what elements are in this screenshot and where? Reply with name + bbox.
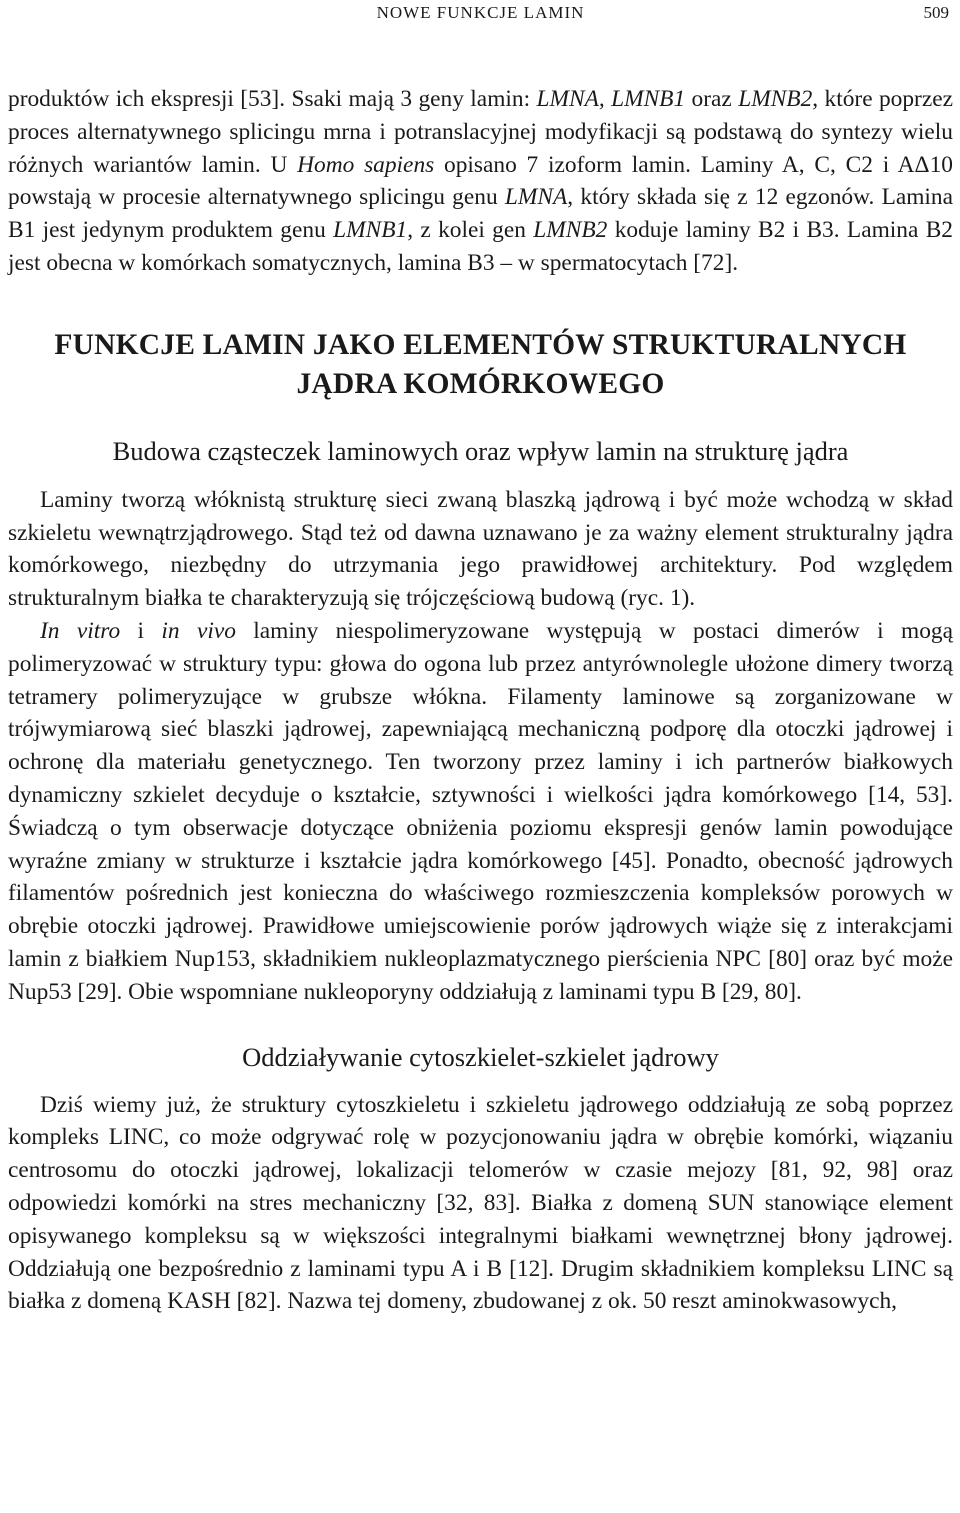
body-paragraph: In vitro i in vivo laminy niespolimeryzowane występują w postaci dimerów i mogą polimeryzować w struktury typu: głowa do ogona lub przez antyrównolegle ułożone dimery tworzą tetramery polimeryzujące w grubsze włókna. Filamenty laminowe są zorganizowane w trójwymiarową sieć blaszki jądrowej, zapewniającą mechaniczną podporę dla otoczki jądrowej i ochronę dla materiału genetycznego. Ten tworzony przez laminy i ich partnerów białkowych dynamiczny szkielet decyduje o kształcie, sztywności i wielkości jądra komórkowego [14, 53]. Świadczą o tym obserwacje dotyczące obniżenia poziomu ekspresji genów lamin powodujące wyraźne zmiany w strukturze i kształcie jądra komórkowego [45]. Ponadto, obecność jądrowych filamentów pośrednich jest konieczna do właściwego rozmieszczenia kompleksów porowych w obrębie otoczki jądrowej. Prawidłowe umiejscowienie porów jądrowych wiąże się z interakcjami lamin z białkiem Nup153, składnikiem nukleoplazmatycznego pierścienia NPC [80] oraz być może Nup53 [29]. Obie wspomniane nukleoporyny oddziałują z laminami typu B [29, 80]. [8,617,953,1005]
section-heading-line: FUNKCJE LAMIN JAKO ELEMENTÓW STRUKTURALNYCH [54,328,907,361]
italic-term: In vitro [40,617,121,644]
section-heading [8,326,953,404]
italic-term: LMNA [504,184,568,211]
body-paragraph: Laminy tworzą włóknistą strukturę sieci zwaną blaszką jądrową i być może wchodzą w skład szkieletu wewnątrzjądrowego. Stąd też od dawna uznawano je za ważny element strukturalny jądra komórkowego, niezbędny do utrzymania jego prawidłowej architektury. Pod względem strukturalnym białka te charakteryzują się trójczęściową budową (ryc. 1). [8,486,953,612]
italic-term: in vivo [161,617,236,644]
body-paragraph: produktów ich ekspresji [53]. Ssaki mają 3 geny lamin: LMNA, LMNB1 oraz LMNB2, które poprzez proces alternatywnego splicingu mrna i potranslacyjnej modyfikacji są podstawą do syntezy wielu różnych wariantów lamin. U Homo sapiens opisano 7 izoform lamin. Laminy A, C, C2 i AΔ10 powstają w procesie alternatywnego splicingu genu LMNA, który składa się z 12 egzonów. Lamina B1 jest jedynym produktem genu LMNB1, z kolei gen LMNB2 koduje laminy B2 i B3. Lamina B2 jest obecna w komórkach somatycznych, lamina B3 – w spermatocytach [72]. [8,86,954,276]
italic-term: Homo sapiens [297,151,435,178]
running-header [8,0,953,40]
subsection-heading: Oddziaływanie cytoszkielet-szkielet jądrowy [242,1041,719,1072]
italic-term: LMNB2 [533,217,608,244]
italic-term: LMNB2 [738,86,813,112]
italic-term: LMNA, LMNB1 [536,86,686,112]
running-title: NOWE FUNKCJE LAMIN [376,3,585,22]
subsection-heading: Budowa cząsteczek laminowych oraz wpływ lamin na strukturę jądra [112,435,849,466]
italic-term: LMNB1 [333,217,408,244]
body-paragraph: Dziś wiemy już, że struktury cytoszkieletu i szkieletu jądrowego oddziałują ze sobą poprzez kompleks LINC, co może odgrywać rolę w pozycjonowaniu jądra w obrębie komórki, wiązaniu centrosomu do otoczki jądrowej, lokalizacji telomerów w czasie mejozy [81, 92, 98] oraz odpowiedzi komórki na stres mechaniczny [32, 83]. Białka z domeną SUN stanowiące element opisywanego kompleksu są w większości integralnymi białkami wewnętrznej błony jądrowej. Oddziałują one bezpośrednio z laminami typu A i B [12]. Drugim składnikiem kompleksu LINC są białka z domeną KASH [82]. Nazwa tej domeny, zbudowanej z ok. 50 reszt aminokwasowych, [8,1091,953,1315]
page-number: 509 [923,3,949,22]
section-heading-line: JĄDRA KOMÓRKOWEGO [296,367,665,400]
